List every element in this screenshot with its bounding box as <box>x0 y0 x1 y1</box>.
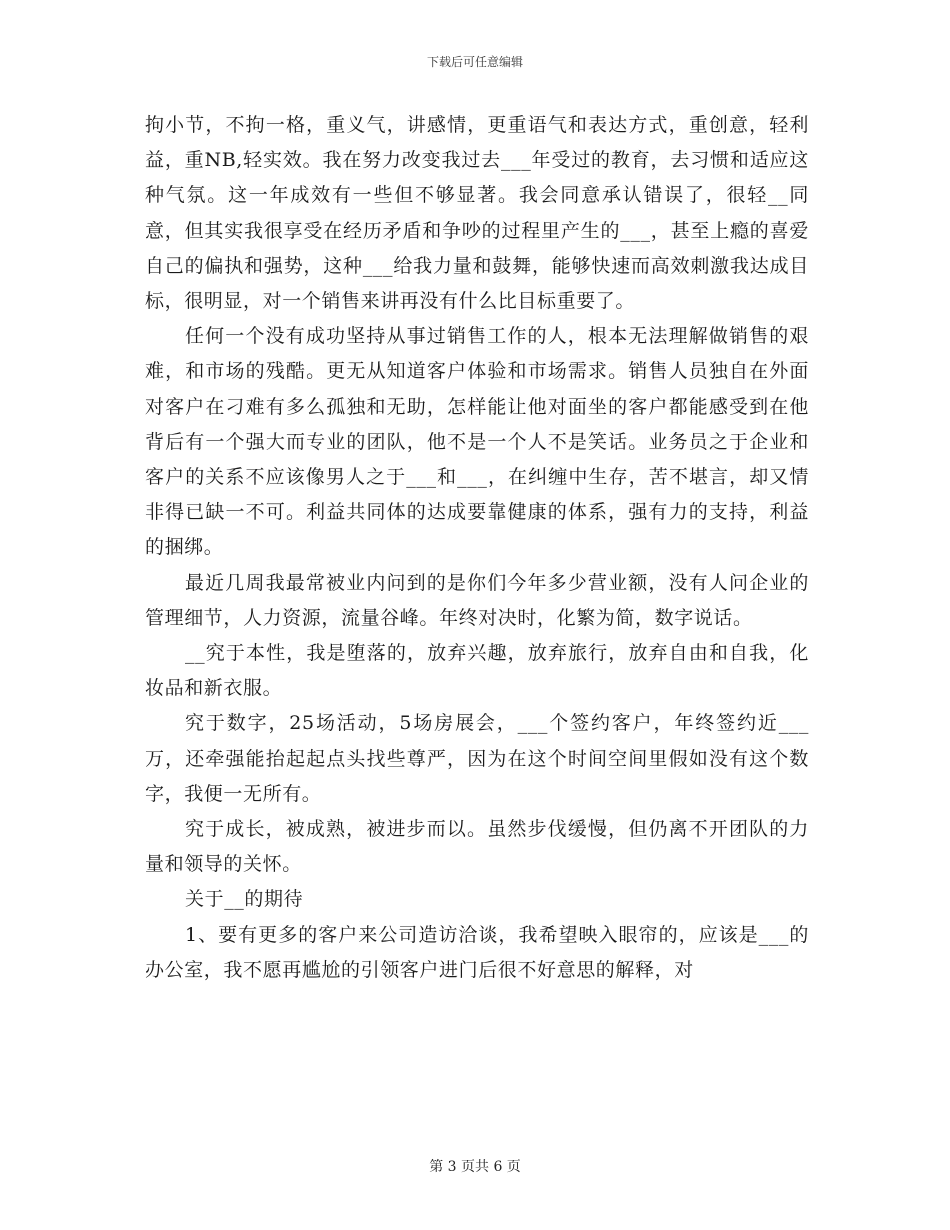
paragraph-4: __究于本性，我是堕落的，放弃兴趣，放弃旅行，放弃自由和自我，化妆品和新衣服。 <box>145 642 809 700</box>
paragraph-1: 拘小节，不拘一格，重义气，讲感情，更重语气和表达方式，重创意，轻利益，重NB,轻实效。我在努力改变我过去___年受过的教育，去习惯和适应这种气氛。这一年成效有一些但不够显著。我会同意承认错误了，很轻__同意，但其实我很享受在经历矛盾和争吵的过程里产生的___，甚至上瘾的喜爱自己的偏执和强势，这种___给我力量和鼓舞，能够快速而高效刺激我达成目标，很明显，对一个销售来讲再没有什么比目标重要了。 <box>145 114 809 313</box>
document-body <box>145 108 809 988</box>
paragraph-2: 任何一个没有成功坚持从事过销售工作的人，根本无法理解做销售的艰难，和市场的残酷。更无从知道客户体验和市场需求。销售人员独自在外面对客户在刁难有多么孤独和无助，怎样能让他对面坐的客户都能感受到在他背后有一个强大而专业的团队，他不是一个人不是笑话。业务员之于企业和客户的关系不应该像男人之于___和___，在纠缠中生存，苦不堪言，却又情非得已缺一不可。利益共同体的达成要靠健康的体系，强有力的支持，利益的捆绑。 <box>145 325 809 559</box>
paragraph-3: 最近几周我最常被业内问到的是你们今年多少营业额，没有人问企业的管理细节，人力资源，流量谷峰。年终对决时，化繁为简，数字说话。 <box>145 571 809 629</box>
paragraph-5: 究于数字，25场活动，5场房展会，___个签约客户，年终签约近___万，还牵强能抬起起点头找些尊严，因为在这个时间空间里假如没有这个数字，我便一无所有。 <box>145 712 809 805</box>
paragraph-6: 究于成长，被成熟，被进步而以。虽然步伐缓慢，但仍离不开团队的力量和领导的关怀。 <box>145 818 809 876</box>
page-footer: 第 3 页共 6 页 <box>429 1159 521 1175</box>
paragraph-7: 1、要有更多的客户来公司造访洽谈，我希望映入眼帘的，应该是___的办公室，我不愿再尴尬的引领客户进门后很不好意思的解释，对 <box>145 923 809 981</box>
page-header: 下载后可任意编辑 <box>426 55 523 69</box>
section-heading: 关于__的期待 <box>185 888 304 911</box>
